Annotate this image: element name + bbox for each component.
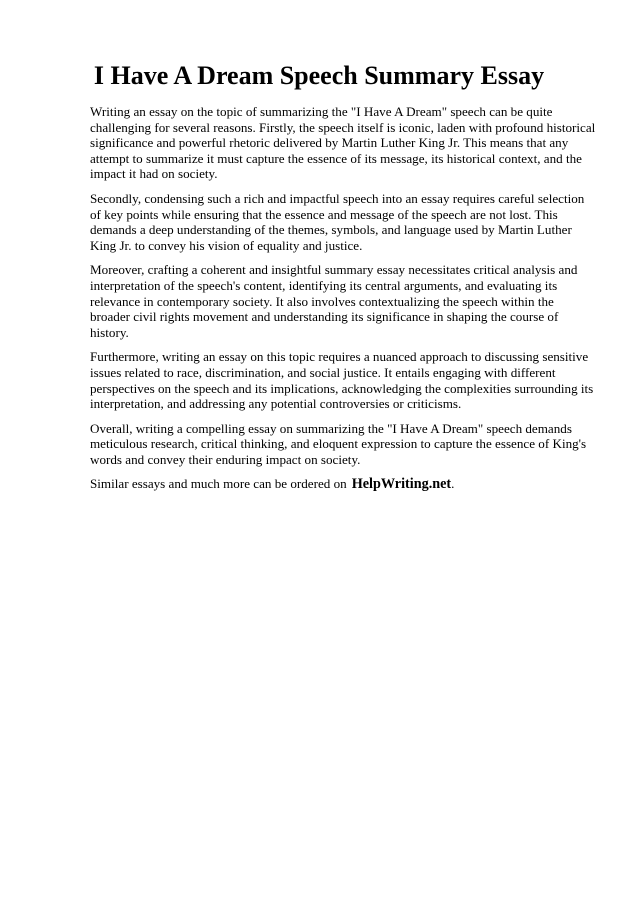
helpwriting-link[interactable]: HelpWriting.net bbox=[351, 476, 452, 493]
paragraph-1: Writing an essay on the topic of summarizing the "I Have A Dream" speech can be quite challenging for several reasons. Firstly, the speech itself is iconic, laden with profound historical significance and powerful rhetoric delivered by Martin Luther King Jr. This means that any attempt to summarize it must capture the essence of its message, its historical context, and the impact it had on society. bbox=[90, 104, 596, 182]
essay-body bbox=[90, 104, 596, 493]
paragraph-4: Furthermore, writing an essay on this topic requires a nuanced approach to discussing sensitive issues related to race, discrimination, and social justice. It entails engaging with different perspectives on the speech and its implications, acknowledging the complexities surrounding its interpretation, and addressing any potential controversies or criticisms. bbox=[90, 349, 594, 412]
document-title: I Have A Dream Speech Summary Essay bbox=[93, 61, 545, 90]
footer-period: . bbox=[451, 476, 455, 492]
footer-text: Similar essays and much more can be ordered on bbox=[90, 476, 347, 492]
paragraph-3: Moreover, crafting a coherent and insightful summary essay necessitates critical analysis and interpretation of the speech's content, identifying its central arguments, and evaluating its relevance in contemporary society. It also involves contextualizing the speech within the broader civil rights movement and understanding its significance in shaping the course of history. bbox=[90, 262, 578, 340]
footer-line bbox=[90, 476, 596, 493]
paragraph-5: Overall, writing a compelling essay on summarizing the "I Have A Dream" speech demands meticulous research, critical thinking, and eloquent expression to capture the essence of King's words and convey their enduring impact on society. bbox=[90, 420, 587, 467]
paragraph-2: Secondly, condensing such a rich and impactful speech into an essay requires careful selection of key points while ensuring that the essence and message of the speech are not lost. This demands a deep understanding of the themes, symbols, and language used by Martin Luther King Jr. to convey his vision of equality and justice. bbox=[90, 190, 585, 253]
